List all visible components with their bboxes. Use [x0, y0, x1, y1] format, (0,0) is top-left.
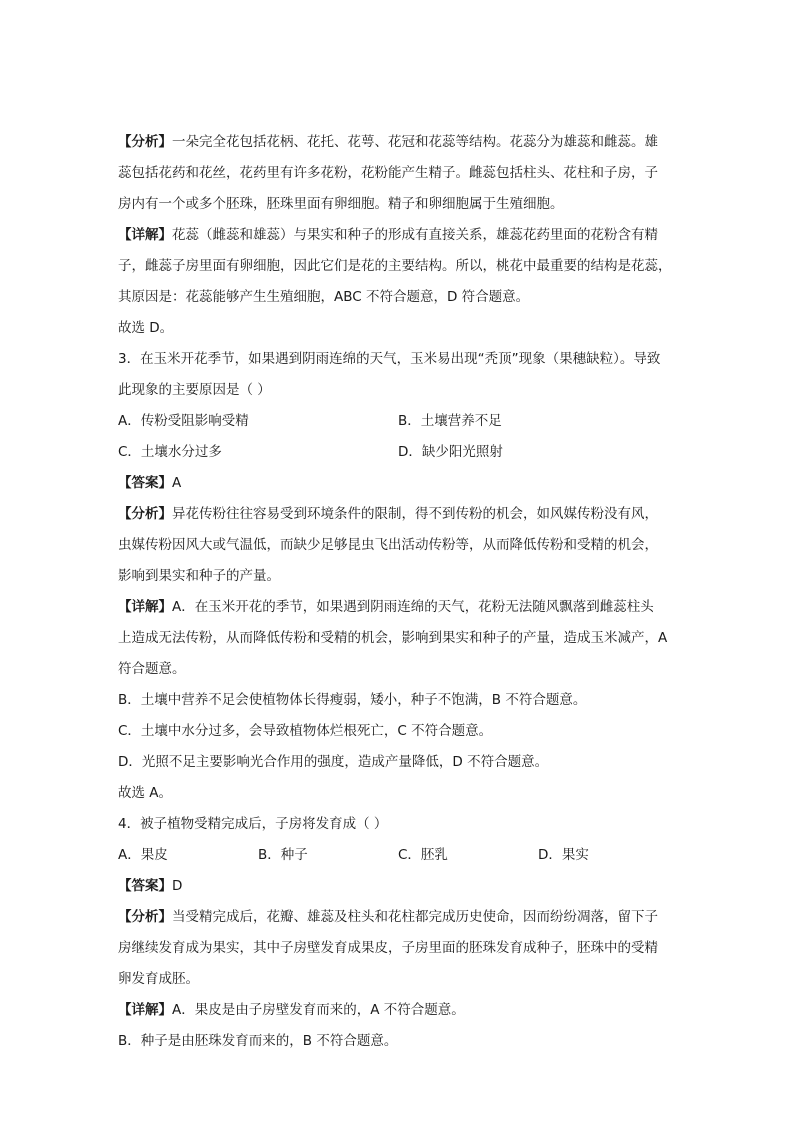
q2-analysis-line-2: 蕊包括花药和花丝，花药里有许多花粉，花粉能产生精子。雌蕊包括柱头、花柱和子房，子	[118, 165, 658, 181]
q3-option-c: C．土壤水分过多	[118, 444, 222, 460]
q4-analysis-line-3: 卵发育成胚。	[118, 971, 199, 987]
analysis-tag: 【分析】	[118, 909, 172, 925]
answer-tag: 【答案】	[118, 475, 172, 491]
analysis-tag: 【分析】	[118, 134, 172, 150]
q3-analysis-line-2: 虫媒传粉因风大或气温低，而缺少足够昆虫飞出活动传粉等，从而降低传粉和受精的机会，	[118, 537, 658, 553]
q4-option-a: A．果皮	[118, 847, 168, 863]
q3-option-d: D．缺少阳光照射	[398, 444, 503, 460]
q3-analysis-line-1	[118, 499, 688, 530]
q3-answer	[118, 468, 688, 499]
analysis-text: 当受精完成后，花瓣、雄蕊及柱头和花柱都完成历史使命，因而纷纷凋落，留下子	[172, 909, 658, 925]
q3-options-row-2	[118, 437, 688, 468]
q2-detail-line-2: 子，雌蕊子房里面有卵细胞，因此它们是花的主要结构。所以，桃花中最重要的结构是花蕊，	[118, 258, 672, 274]
q3-detail-line-3: 符合题意。	[118, 661, 186, 677]
q2-detail-line-1	[118, 220, 688, 251]
q4-stem: 4．被子植物受精完成后，子房将发育成（ ）	[118, 816, 388, 832]
q3-detail-line-1	[118, 592, 688, 623]
detail-tag: 【详解】	[118, 227, 172, 243]
q3-options-row-1	[118, 406, 688, 437]
q4-detail-line-1	[118, 995, 688, 1026]
analysis-text: 异花传粉往往容易受到环境条件的限制，得不到传粉的机会，如风媒传粉没有风，	[172, 506, 658, 522]
q3-conclusion: 故选 A。	[118, 785, 173, 801]
q3-stem-line-1: 3．在玉米开花季节，如果遇到阴雨连绵的天气，玉米易出现“秃顶”现象（果穗缺粒）。导致	[118, 351, 661, 367]
document-content	[118, 127, 688, 1057]
analysis-tag: 【分析】	[118, 506, 172, 522]
q3-stem-line-2: 此现象的主要原因是（ ）	[118, 382, 271, 398]
answer-value: A	[172, 475, 182, 491]
q4-option-d: D．果实	[538, 847, 589, 863]
detail-text: A．在玉米开花的季节，如果遇到阴雨连绵的天气，花粉无法随风飘落到雌蕊柱头	[172, 599, 654, 615]
q4-options-row	[118, 840, 688, 871]
q4-option-b: B．种子	[258, 847, 308, 863]
detail-text: 花蕊（雌蕊和雄蕊）与果实和种子的形成有直接关系，雄蕊花药里面的花粉含有精	[172, 227, 658, 243]
q4-option-c: C．胚乳	[398, 847, 448, 863]
q4-analysis-line-1	[118, 902, 688, 933]
q3-detail-line-2: 上造成无法传粉，从而降低传粉和受精的机会，影响到果实和种子的产量，造成玉米减产，A	[118, 630, 668, 646]
detail-tag: 【详解】	[118, 1002, 172, 1018]
answer-tag: 【答案】	[118, 878, 172, 894]
analysis-text: 一朵完全花包括花柄、花托、花萼、花冠和花蕊等结构。花蕊分为雄蕊和雌蕊。雄	[172, 134, 658, 150]
detail-tag: 【详解】	[118, 599, 172, 615]
detail-text: A．果皮是由子房壁发育而来的，A 不符合题意。	[172, 1002, 465, 1018]
q2-analysis-line-1	[118, 127, 688, 158]
q4-explanation-b: B．种子是由胚珠发育而来的，B 不符合题意。	[118, 1033, 398, 1049]
q2-conclusion: 故选 D。	[118, 320, 174, 336]
q2-detail-line-3: 其原因是：花蕊能够产生生殖细胞，ABC 不符合题意，D 符合题意。	[118, 289, 530, 305]
q4-analysis-line-2: 房继续发育成为果实，其中子房壁发育成果皮，子房里面的胚珠发育成种子，胚珠中的受精	[118, 940, 658, 956]
q3-option-b: B．土壤营养不足	[398, 413, 502, 429]
q3-explanation-b: B．土壤中营养不足会使植物体长得瘦弱，矮小，种子不饱满，B 不符合题意。	[118, 692, 587, 708]
q2-analysis-line-3: 房内有一个或多个胚珠，胚珠里面有卵细胞。精子和卵细胞属于生殖细胞。	[118, 196, 564, 212]
q3-option-a: A．传粉受阻影响受精	[118, 413, 249, 429]
q3-explanation-c: C．土壤中水分过多，会导致植物体烂根死亡，C 不符合题意。	[118, 723, 493, 739]
q3-analysis-line-3: 影响到果实和种子的产量。	[118, 568, 280, 584]
answer-value: D	[172, 878, 183, 894]
q3-explanation-d: D．光照不足主要影响光合作用的强度，造成产量降低，D 不符合题意。	[118, 754, 549, 770]
q4-answer	[118, 871, 688, 902]
